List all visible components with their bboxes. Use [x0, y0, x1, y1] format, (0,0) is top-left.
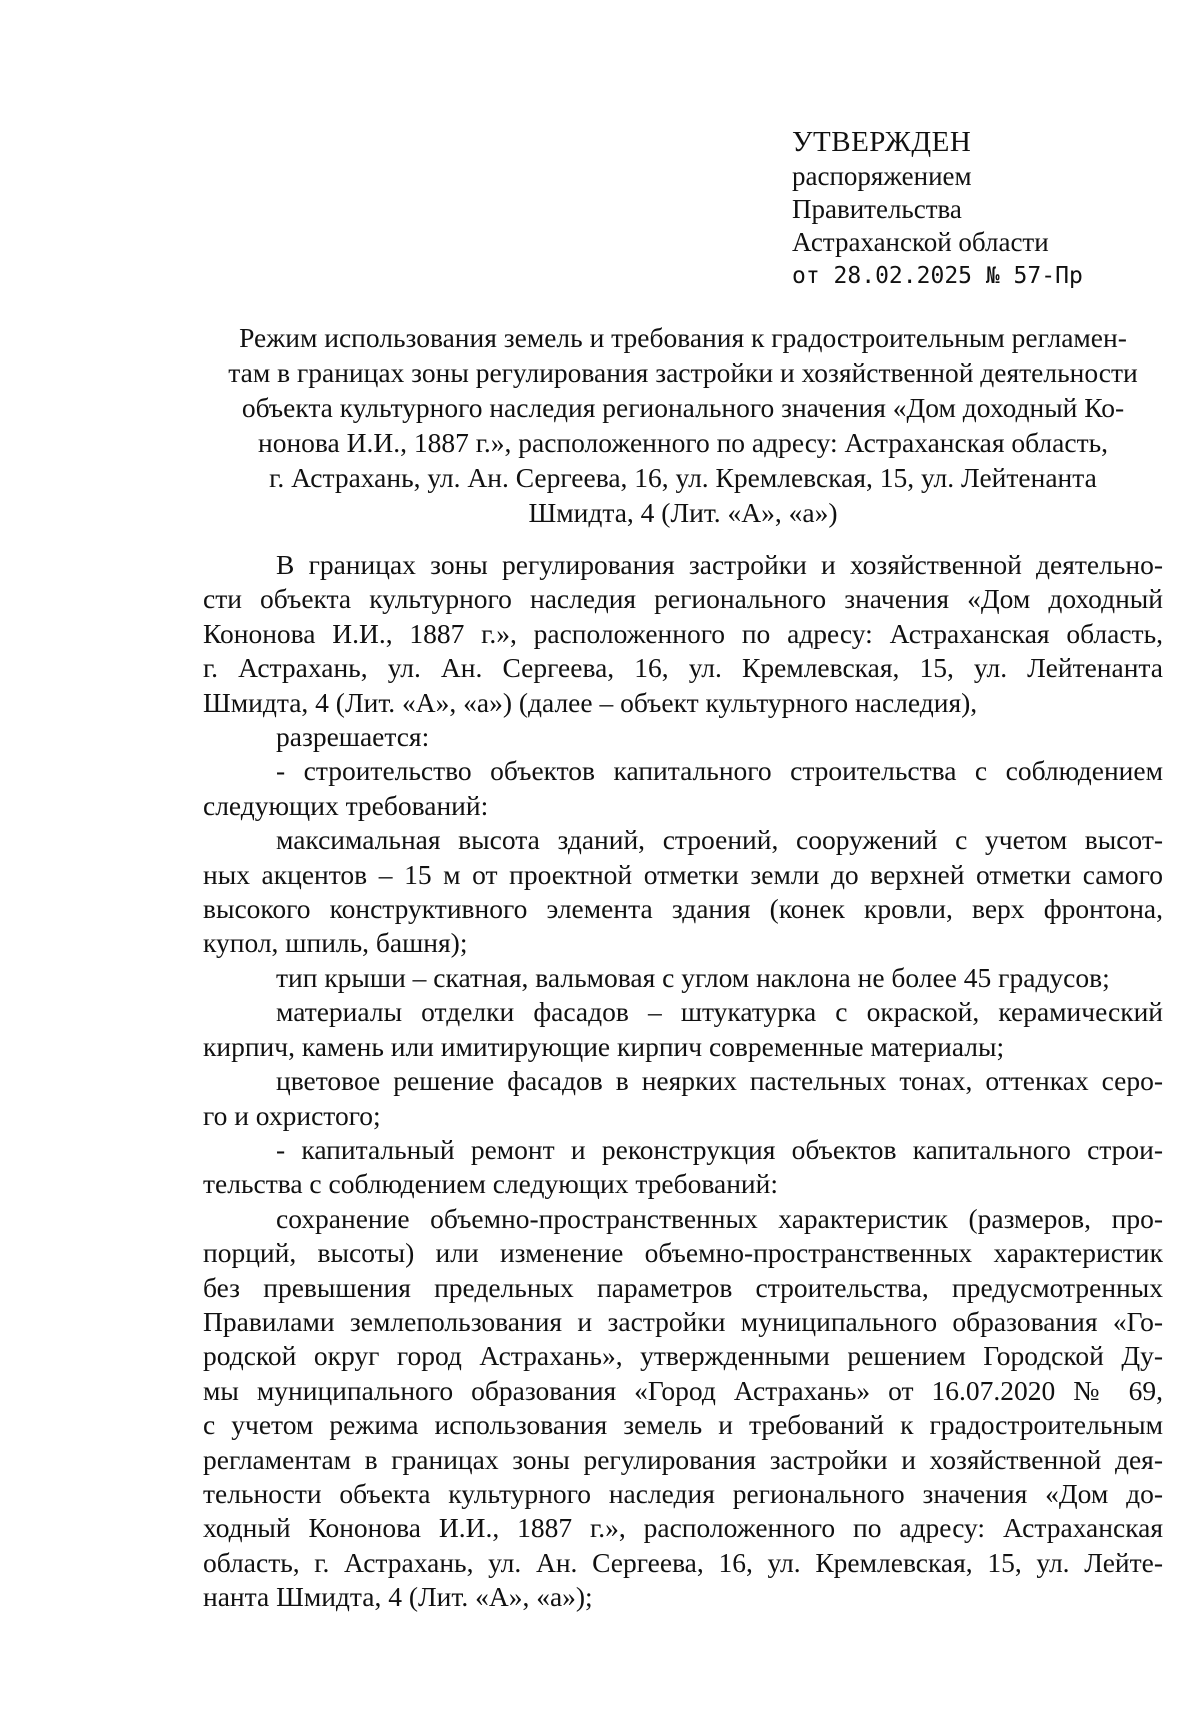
body-line: нанта Шмидта, 4 (Лит. «А», «а»); — [203, 1581, 593, 1613]
approval-line-1: распоряжением — [792, 161, 972, 191]
body-line: - строительство объектов капитального строительства с соблюдением — [276, 755, 1163, 787]
body-line: область, г. Астрахань, ул. Ан. Сергеева, 16, ул. Кремлевская, 15, ул. Лейте- — [203, 1546, 1163, 1578]
body-line: без превышения предельных параметров строительства, предусмотренных — [203, 1271, 1163, 1303]
title-line: объекта культурного наследия регионального значения «Дом доходный Ко- — [241, 392, 1125, 423]
document-title — [205, 320, 1161, 530]
body-line: мы муниципального образования «Город Астрахань» от 16.07.2020 № 69, — [203, 1374, 1163, 1406]
body-line: ходный Кононова И.И., 1887 г.», расположенного по адресу: Астраханская — [203, 1512, 1163, 1544]
body-line: купол, шпиль, башня); — [203, 927, 468, 959]
title-line: там в границах зоны регулирования застройки и хозяйственной деятельности — [228, 357, 1138, 388]
body-line: следующих требований: — [203, 789, 489, 821]
body-line: материалы отделки фасадов – штукатурка с окраской, керамический — [276, 996, 1163, 1028]
body-line: Шмидта, 4 (Лит. «А», «а») (далее – объект культурного наследия), — [203, 686, 978, 718]
body-line: родской округ город Астрахань», утвержденными решением Городской Ду- — [203, 1340, 1163, 1372]
body-line: Правилами землепользования и застройки муниципального образования «Го- — [203, 1305, 1163, 1337]
body-line: максимальная высота зданий, строений, сооружений с учетом высот- — [276, 824, 1163, 856]
body-line: разрешается: — [276, 721, 430, 753]
body-line: тельства с соблюдением следующих требований: — [203, 1168, 778, 1200]
body-line: В границах зоны регулирования застройки и хозяйственной деятельно- — [276, 549, 1163, 580]
body-line: высокого конструктивного элемента здания (конек кровли, верх фронтона, — [203, 893, 1163, 925]
approval-line-2: Правительства — [792, 194, 962, 224]
body-line: Кононова И.И., 1887 г.», расположенного по адресу: Астраханская область, — [203, 617, 1163, 649]
body-line: регламентам в границах зоны регулирования застройки и хозяйственной дея- — [203, 1443, 1163, 1475]
body-line: сти объекта культурного наследия регионального значения «Дом доходный — [203, 583, 1163, 615]
body-line: - капитальный ремонт и реконструкция объектов капитального строи- — [276, 1133, 1163, 1165]
body-line: цветовое решение фасадов в неярких пастельных тонах, оттенках серо- — [276, 1065, 1163, 1097]
body-line: кирпич, камень или имитирующие кирпич современные материалы; — [203, 1030, 1005, 1062]
body-line: с учетом режима использования земель и требований к градостроительным — [203, 1409, 1163, 1441]
body-line: тельности объекта культурного наследия регионального значения «Дом до- — [203, 1477, 1163, 1509]
document-body — [203, 548, 1163, 1615]
body-line: тип крыши – скатная, вальмовая с углом наклона не более 45 градусов; — [276, 961, 1110, 993]
body-line: г. Астрахань, ул. Ан. Сергеева, 16, ул. Кремлевская, 15, ул. Лейтенанта — [203, 652, 1163, 684]
title-line: нонова И.И., 1887 г.», расположенного по адресу: Астраханская область, — [257, 427, 1109, 458]
approval-stamp: УТВЕРЖДЕН — [792, 126, 972, 158]
body-line: ных акцентов – 15 м от проектной отметки земли до верхней отметки самого — [203, 858, 1163, 890]
body-line: порций, высоты) или изменение объемно-пространственных характеристик — [203, 1237, 1163, 1269]
title-line: Шмидта, 4 (Лит. «А», «а») — [528, 497, 838, 528]
title-line: г. Астрахань, ул. Ан. Сергеева, 16, ул. Кремлевская, 15, ул. Лейтенанта — [269, 462, 1097, 493]
approval-line-3: Астраханской области — [792, 227, 1049, 257]
title-line: Режим использования земель и требования к градостроительным регламен- — [239, 322, 1127, 353]
body-line: го и охристого; — [203, 1099, 381, 1131]
body-line: сохранение объемно-пространственных характеристик (размеров, про- — [276, 1202, 1163, 1234]
approval-date: от 28.02.2025 № 57-Пр — [792, 263, 1083, 289]
approval-block — [792, 124, 1132, 294]
